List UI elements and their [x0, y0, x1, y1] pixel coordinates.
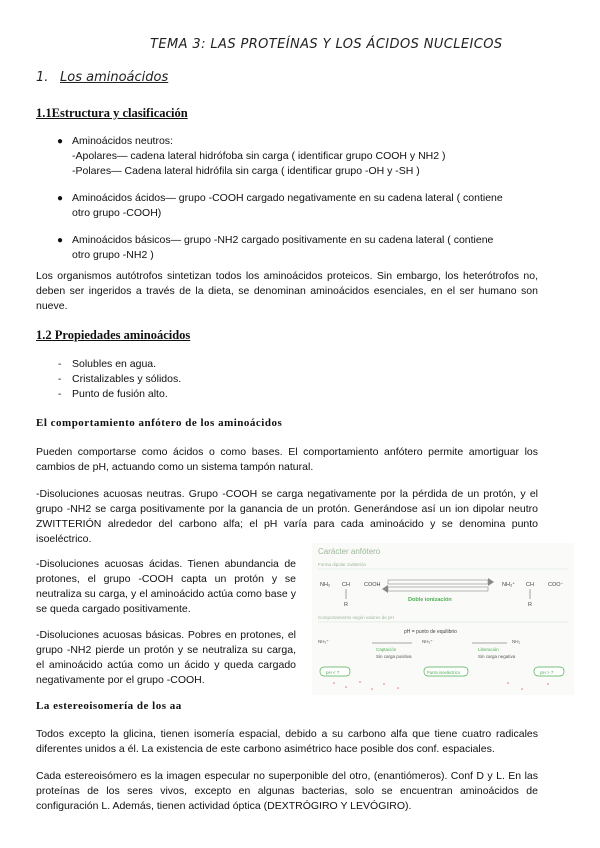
list-item: ● Aminoácidos neutros:: [57, 135, 173, 147]
formula-ch-2: CH: [526, 582, 534, 588]
mid-box-label: Punto isoeléctrico: [427, 670, 461, 675]
bullet-neutros: [57, 134, 542, 179]
section-title: Los aminoácidos: [60, 70, 169, 85]
dash-icon: -: [58, 359, 62, 370]
list-item-line: -Apolares— cadena lateral hidrófoba sin carga ( identificar grupo COOH y NH2 ): [72, 150, 446, 162]
formula-left: NH₃⁺: [318, 639, 329, 644]
right-charge-label: Sin carga negativa: [478, 654, 516, 659]
heading-estereoisomeria: La estereoisomería de los aa: [36, 700, 182, 712]
subheading-estructura: 1.1Estructura y clasificación: [36, 106, 188, 120]
arrow-head-icon: [488, 578, 494, 586]
liberacion-label: Liberación: [478, 647, 499, 652]
section-heading-aminoacidos: [36, 70, 168, 85]
bullet-icon: ●: [57, 235, 64, 246]
list-item-line: otro grupo -NH2 ): [72, 249, 154, 261]
arrow-right: [388, 580, 488, 584]
arrow-head-icon: [382, 585, 388, 593]
formula-ch: CH: [342, 582, 350, 588]
captacion-label: Captación: [376, 647, 397, 652]
paragraph-autotrofos: Los organismos autótrofos sintetizan todos los aminoácidos proteicos. Sin embargo, los heterótrofos no, deben ser ingeridos a través de la dieta, se denominan aminoácidos esenciales, en el ser humano son nueve.: [36, 270, 538, 312]
arrow-left: [388, 587, 488, 591]
heading-anfotero: El comportamiento anfótero de los aminoácidos: [36, 417, 283, 429]
list-item: ● Aminoácidos ácidos— grupo -COOH cargado negativamente en su cadena lateral ( contiene: [57, 192, 503, 204]
paragraph-basicas: -Disoluciones acuosas básicas. Pobres en protones, el grupo -NH2 pierde un protón y se neutraliza su carga, el aminoácido actúa como un ácido y queda cargado negativamente por el grupo -COOH.: [36, 629, 296, 686]
list-item: - Solubles en agua.: [58, 358, 157, 370]
dash-icon: -: [58, 374, 62, 385]
bullet-acidos: [57, 191, 537, 221]
amphoteric-diagram: [312, 543, 574, 695]
formula-r-2: R: [528, 602, 532, 608]
bullet-basicos: [57, 233, 537, 263]
formula-nh2: NH₂: [320, 582, 331, 588]
page-title: TEMA 3: LAS PROTEÍNAS Y LOS ÁCIDOS NUCLEICOS: [150, 37, 503, 52]
subheading-propiedades: 1.2 Propiedades aminoácidos: [36, 328, 191, 342]
bullet-icon: ●: [57, 136, 64, 147]
formula-cooh: COOH: [364, 582, 381, 588]
right-box-label: pH > 7: [540, 670, 554, 675]
paragraph-acidas: -Disoluciones acuosas ácidas. Tienen abundancia de protones, el grupo -COOH capta un protón y se neutraliza su carga, y el aminoácido actúa como base y se queda cargado positivamente.: [36, 558, 296, 615]
paragraph-anfotero-intro: Pueden comportarse como ácidos o como bases. El comportamiento anfótero permite amortiguar los cambios de pH, actuando como un sistema tampón natural.: [36, 446, 538, 473]
paragraph-estereo-2: Cada estereoisómero es la imagen especular no superponible del otro, (enantiómeros). Conf D y L. En las proteínas de los seres vivos, excepto en algunas bacterias, solo se encuentran aminoácidos de configuración L. Además, tienen actividad óptica (DEXTRÓGIRO Y LEVÓGIRO).: [36, 770, 538, 812]
dash-icon: -: [58, 389, 62, 400]
paragraph-estereo-1: Todos excepto la glicina, tienen isomería espacial, debido a su carbono alfa que tiene cuatro radicales diferentes unidos a él. La existencia de este carbono asimétrico hace posible dos conf. espaciales.: [36, 728, 538, 755]
formula-mid: NH₃⁺: [422, 639, 433, 644]
equilibrium-label: pH = punto de equilibrio: [404, 629, 457, 635]
bullet-icon: ●: [57, 193, 64, 204]
formula-right: NH₂: [512, 639, 521, 644]
list-item-line: -Polares— Cadena lateral hidrófila sin carga ( identificar grupo -OH y -SH ): [72, 165, 420, 177]
center-label: Doble ionización: [408, 597, 452, 603]
paragraph-neutras: -Disoluciones acuosas neutras. Grupo -COOH se carga negativamente por la pérdida de un protón, y el grupo -NH2 se carga positivamente por la ganancia de un protón. Generándose así un ion dipolar neutro ZWITTERIÓN alrededor del carbono alfa; el pH varía para cada aminoácido y se denomina punto isoeléctrico.: [36, 488, 538, 545]
list-item: - Cristalizables y sólidos.: [58, 373, 182, 385]
list-item: - Punto de fusión alto.: [58, 388, 168, 400]
list-item-line: otro grupo -COOH): [72, 207, 162, 219]
properties-list: [58, 357, 372, 402]
list-item: ● Aminoácidos básicos— grupo -NH2 cargado positivamente en su cadena lateral ( contiene: [57, 234, 494, 246]
left-charge-label: Sin carga positiva: [376, 654, 412, 659]
figure-label-bottom: Comportamiento según valores de pH: [318, 615, 394, 620]
section-number: 1.: [36, 70, 49, 85]
proton-dots: [333, 681, 549, 690]
formula-r: R: [344, 602, 348, 608]
figure-label-top: Forma dipolar zwitterión: [318, 562, 367, 567]
formula-nh3: NH₃⁺: [502, 582, 516, 588]
left-box-label: pH < 7: [326, 670, 340, 675]
figure-title: Carácter anfótero: [318, 547, 381, 556]
formula-coo: COO⁻: [548, 582, 564, 588]
